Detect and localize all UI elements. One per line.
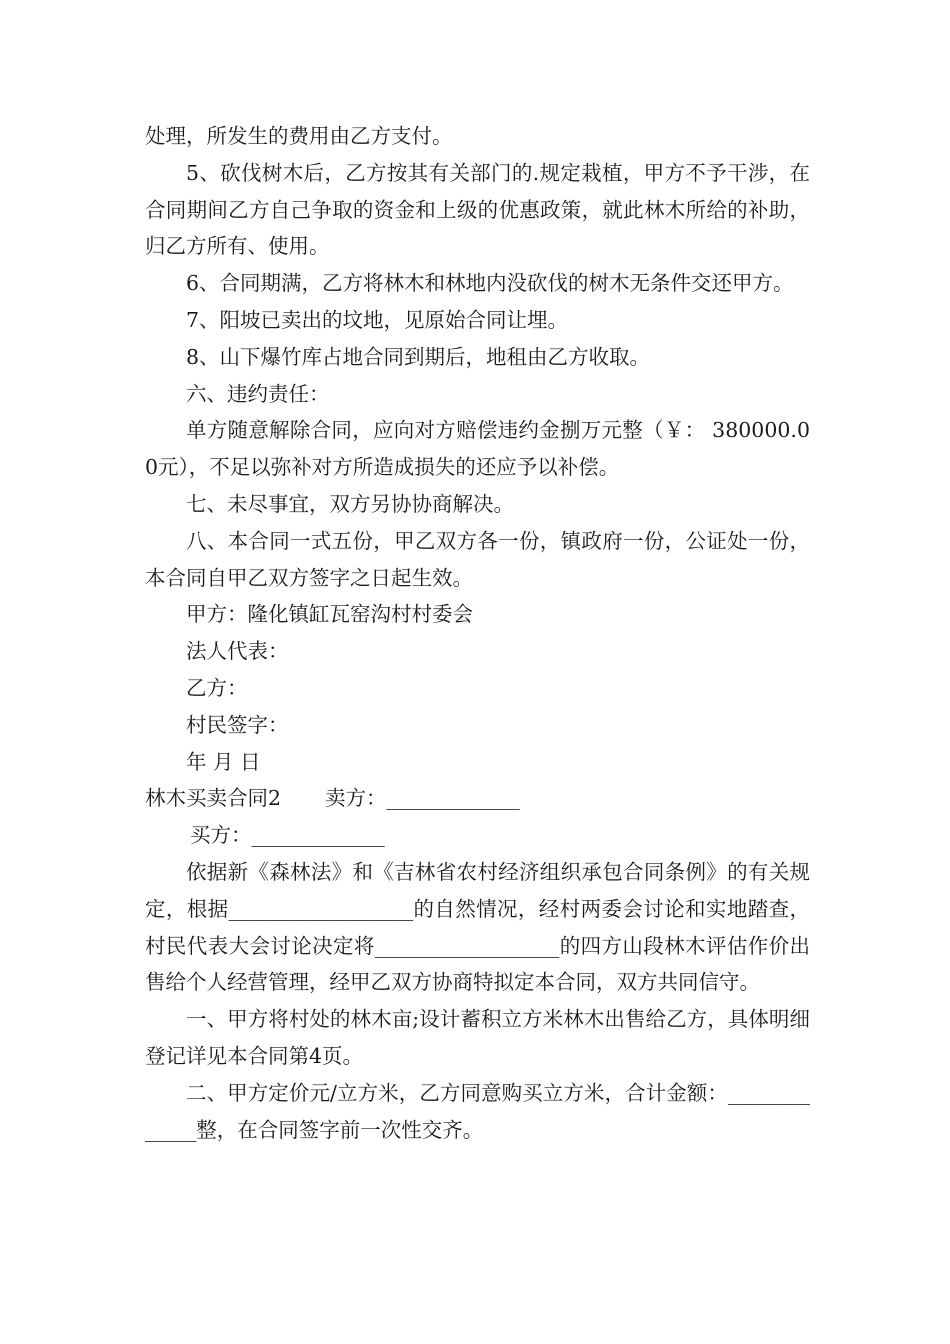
paragraph-basis: 依据新《森林法》和《吉林省农村经济组织承包合同条例》的有关规定，根据__________________的自然情况，经村两委会讨论和实地踏查，村民代表大会讨论决定将__________________的四方山段林木评估作价出售给个人经营管理，经甲乙双方协商特拟定本合同，双方共同信守。 [145, 859, 810, 995]
legal-representative-line: 法人代表： [186, 639, 289, 664]
paragraph-fee: 处理，所发生的费用由乙方支付。 [145, 124, 453, 148]
paragraph-penalty: 单方随意解除合同，应向对方赔偿违约金捌万元整（￥： 380000.00元），不足以弥补对方所造成损失的还应予以补偿。 [145, 418, 810, 480]
paragraph-article-2: 二、甲方定价元/立方米，乙方同意购买立方米，合计金额：_____________整，在合同签字前一次性交齐。 [145, 1080, 810, 1142]
seller-line: 卖方：_____________ [325, 786, 520, 811]
villager-signature-line: 村民签字： [186, 712, 289, 737]
paragraph-clause-6: 6、合同期满，乙方将林木和林地内没砍伐的树木无条件交还甲方。 [186, 271, 794, 296]
paragraph-article-1: 一、甲方将村处的林木亩;设计蓄积立方米林木出售给乙方，具体明细登记详见本合同第4页。 [145, 1007, 810, 1068]
paragraph-clause-7: 7、阳坡已卖出的坟地，见原始合同让埋。 [186, 307, 569, 332]
paragraph-clause-8: 8、山下爆竹库占地合同到期后，地租由乙方收取。 [186, 344, 651, 369]
section-heading-copies: 八、本合同一式五份，甲乙双方各一份，镇政府一份，公证处一份，本合同自甲乙双方签字之日起生效。 [145, 528, 810, 590]
date-line: 年 月 日 [186, 749, 261, 774]
contract2-header-line [145, 780, 810, 817]
section-heading-breach: 六、违约责任： [186, 381, 330, 406]
party-b-line: 乙方： [186, 675, 248, 700]
paragraph-clause-5: 5、砍伐树木后，乙方按其有关部门的.规定栽植，甲方不予干涉，在合同期间乙方自己争取的资金和上级的优惠政策，就此林木所给的补助，归乙方所有、使用。 [145, 160, 810, 259]
buyer-line: 买方：_____________ [190, 823, 385, 848]
contract-text [145, 118, 810, 1148]
contract2-title: 林木买卖合同2 [145, 786, 282, 811]
section-heading-unresolved: 七、未尽事宜，双方另协协商解决。 [186, 491, 514, 516]
party-a-line: 甲方：隆化镇缸瓦窑沟村村委会 [186, 602, 473, 627]
